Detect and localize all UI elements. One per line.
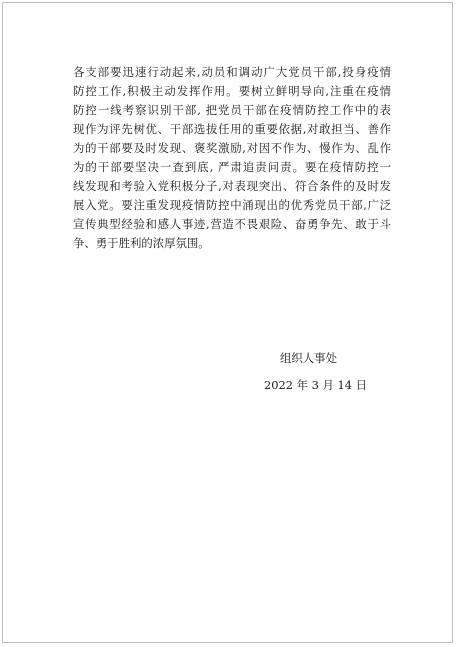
body-line: 防控一线考察识别干部, 把党员干部在疫情防控工作中的表 [73, 103, 391, 117]
signature-organization: 组织人事处 [280, 351, 337, 365]
body-line: 现作为评先树优、干部选拔任用的重要依据,对敢担当、善作 [73, 122, 391, 136]
body-line: 为的干部要及时发现、褒奖激励,对因不作为、慢作为、乱作 [73, 141, 391, 155]
body-line: 线发现和考验入党积极分子,对表现突出、符合条件的及时发 [73, 179, 391, 193]
body-line: 为的干部要坚决一查到底, 严肃追责问责。要在疫情防控一 [73, 160, 391, 174]
document-page [2, 2, 453, 643]
signature-date: 2022 年 3 月 14 日 [264, 378, 368, 392]
body-line: 宣传典型经验和感人事迹,营造不畏艰险、奋勇争先、敢于斗 [73, 217, 391, 231]
body-line: 各支部要迅速行动起来,动员和调动广大党员干部,投身疫情 [73, 65, 391, 79]
body-line: 展入党。要注重发现疫情防控中涌现出的优秀党员干部,广泛 [73, 198, 391, 212]
body-line: 防控工作,积极主动发挥作用。要树立鲜明导向,注重在疫情 [73, 84, 391, 98]
body-line: 争、勇于胜利的浓厚氛围。 [73, 236, 210, 250]
document-body [73, 63, 391, 253]
